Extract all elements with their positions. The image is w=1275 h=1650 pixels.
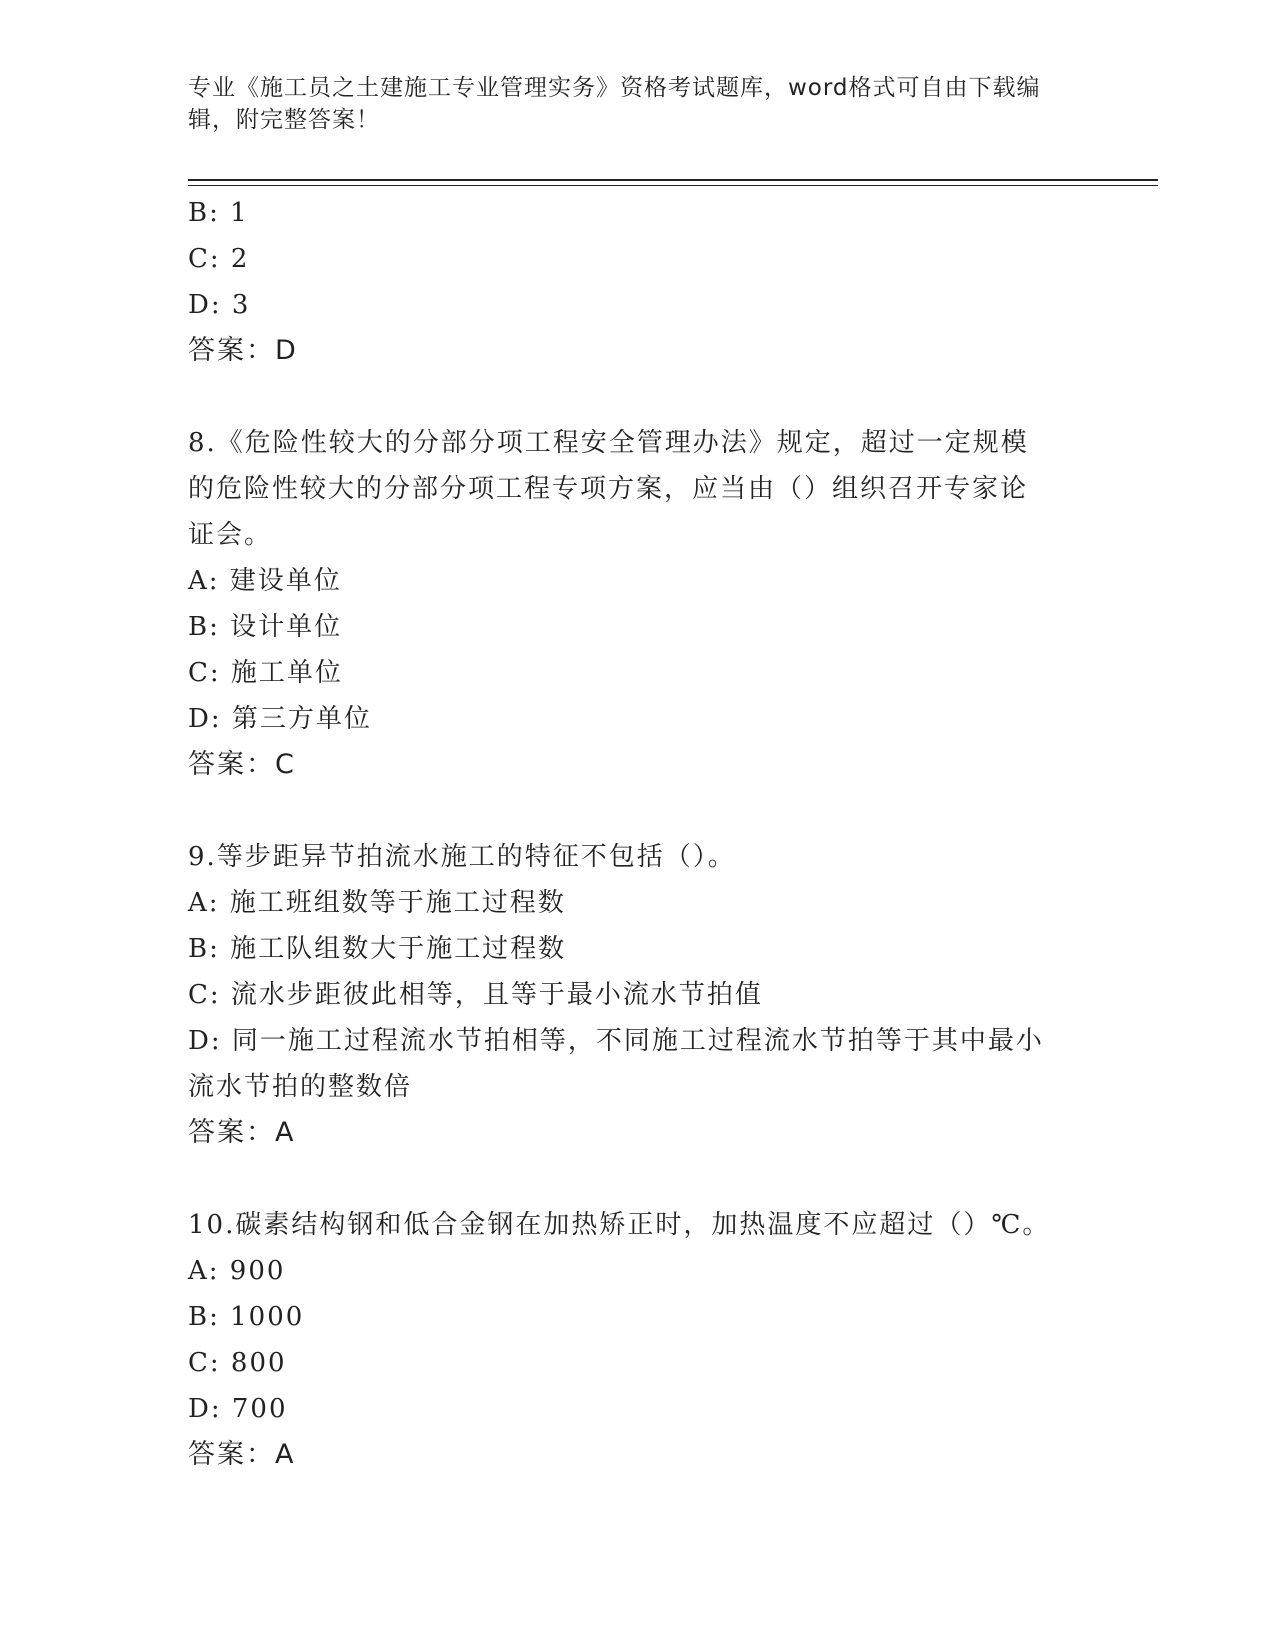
answer-line: 答案：A xyxy=(188,1439,296,1470)
header-rule-thin xyxy=(188,185,1158,186)
option-c: C: 流水步距彼此相等，且等于最小流水节拍值 xyxy=(188,980,763,1010)
option-a: A: 建设单位 xyxy=(188,566,342,596)
option-d-continued: 流水节拍的整数倍 xyxy=(188,1072,413,1102)
option-d: D: 700 xyxy=(188,1394,288,1424)
document-header: 专业《施工员之土建施工专业管理实务》资格考试题库，word格式可自由下载编辑，附完整答案！ xyxy=(188,75,1041,133)
header-rule-thick xyxy=(188,179,1158,181)
option-c: C: 800 xyxy=(188,1348,287,1378)
spacer xyxy=(188,374,1078,420)
question-9 xyxy=(188,834,1078,1156)
option-d: D: 3 xyxy=(188,290,251,320)
option-c: C: 施工单位 xyxy=(188,658,343,688)
option-a: A: 900 xyxy=(188,1256,286,1286)
question-8 xyxy=(188,420,1078,788)
option-b: B: 施工队组数大于施工过程数 xyxy=(188,934,567,964)
answer-line: 答案：C xyxy=(188,749,296,780)
question-stem: 10.碳素结构钢和低合金钢在加热矫正时，加热温度不应超过（）℃。 xyxy=(188,1210,1051,1240)
option-c: C: 2 xyxy=(188,244,250,274)
question-stem: 9.等步距异节拍流水施工的特征不包括（）。 xyxy=(188,842,736,872)
prev-question-block xyxy=(188,190,1078,374)
question-10 xyxy=(188,1202,1078,1478)
question-stem-line: 的危险性较大的分部分项工程专项方案，应当由（）组织召开专家论 xyxy=(188,474,1029,504)
question-stem-line: 证会。 xyxy=(188,520,273,550)
spacer xyxy=(188,788,1078,834)
option-b: B: 1 xyxy=(188,198,249,228)
option-a: A: 施工班组数等于施工过程数 xyxy=(188,888,566,918)
answer-line: 答案：D xyxy=(188,335,298,366)
answer-line: 答案：A xyxy=(188,1117,296,1148)
option-d: D: 第三方单位 xyxy=(188,704,372,734)
option-d: D: 同一施工过程流水节拍相等，不同施工过程流水节拍等于其中最小 xyxy=(188,1026,1044,1056)
question-stem-line: 8.《危险性较大的分部分项工程安全管理办法》规定，超过一定规模 xyxy=(188,428,1029,458)
option-b: B: 1000 xyxy=(188,1302,305,1332)
option-b: B: 设计单位 xyxy=(188,612,343,642)
spacer xyxy=(188,1156,1078,1202)
document-body xyxy=(188,190,1078,1478)
